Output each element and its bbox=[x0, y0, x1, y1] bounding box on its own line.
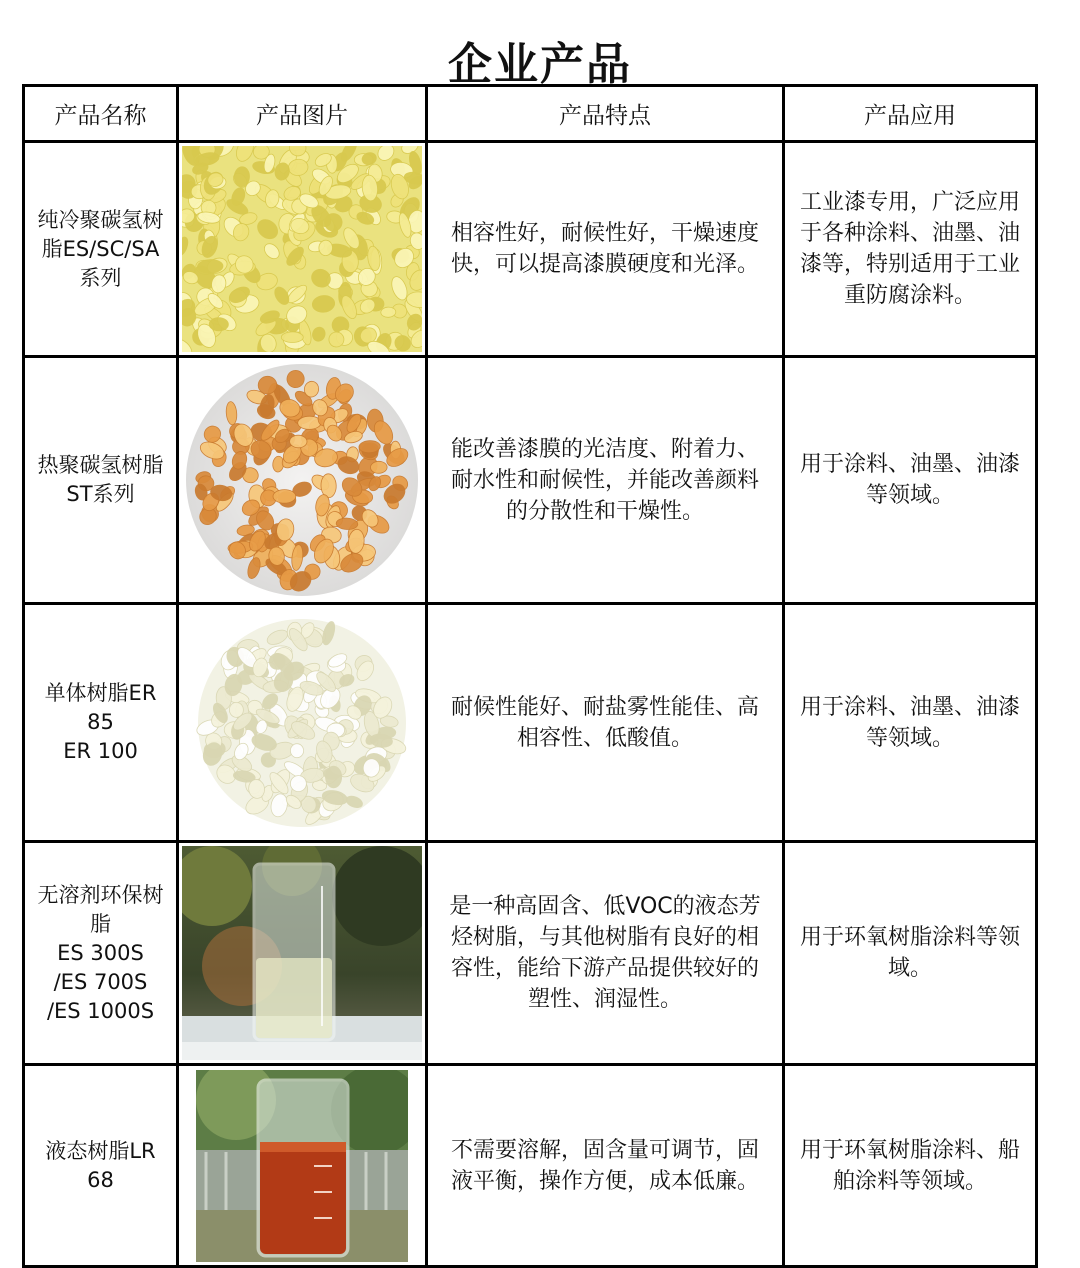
page-title: 企业产品 bbox=[448, 39, 632, 90]
table-row bbox=[24, 1065, 1037, 1267]
product-name-line: 热聚碳氢树脂 bbox=[37, 453, 164, 477]
product-name-line: 液态树脂LR bbox=[45, 1138, 156, 1163]
header-product-application: 产品应用 bbox=[784, 86, 1037, 142]
product-name-line: 单体树脂ER bbox=[44, 681, 157, 705]
header-product-image: 产品图片 bbox=[178, 86, 427, 142]
product-name-line: ES 300S bbox=[57, 940, 144, 965]
feature-line: 快，可以提高漆膜硬度和光泽。 bbox=[450, 252, 759, 277]
product-application-cell bbox=[784, 1065, 1037, 1267]
feature-line: 耐候性能好、耐盐雾性能佳、高 bbox=[450, 694, 759, 720]
product-name-line: 脂 bbox=[90, 911, 111, 936]
product-application-cell bbox=[784, 842, 1037, 1065]
product-name-line: 85 bbox=[87, 710, 114, 734]
product-name-line: 脂ES/SC/SA bbox=[41, 236, 160, 261]
product-image-cell bbox=[178, 142, 427, 357]
product-name-cell bbox=[24, 1065, 178, 1267]
product-image-cell bbox=[178, 604, 427, 842]
product-name-line: 68 bbox=[87, 1167, 114, 1192]
yellow-resin-pellets-photo bbox=[182, 146, 422, 352]
header-product-features: 产品特点 bbox=[427, 86, 784, 142]
product-name-cell bbox=[24, 842, 178, 1065]
product-name-cell bbox=[24, 357, 178, 604]
application-line: 工业漆专用，广泛应用 bbox=[799, 190, 1020, 215]
product-application-cell bbox=[784, 142, 1037, 357]
feature-line: 不需要溶解，固含量可调节，固 bbox=[450, 1137, 759, 1163]
application-line: 用于涂料、油墨、油漆 bbox=[799, 452, 1020, 477]
feature-line: 容性，能给下游产品提供较好的 bbox=[450, 956, 759, 981]
application-line: 用于环氧树脂涂料、船 bbox=[799, 1137, 1020, 1163]
application-line: 重防腐涂料。 bbox=[843, 283, 976, 308]
feature-line: 相容性好，耐候性好，干燥速度 bbox=[450, 221, 759, 246]
application-line: 于各种涂料、油墨、油 bbox=[799, 221, 1020, 246]
table-row bbox=[24, 604, 1037, 842]
product-table bbox=[22, 84, 1038, 1268]
product-application-cell bbox=[784, 357, 1037, 604]
product-feature-cell bbox=[427, 357, 784, 604]
product-feature-cell bbox=[427, 142, 784, 357]
table-row bbox=[24, 842, 1037, 1065]
application-line: 域。 bbox=[887, 956, 932, 981]
feature-line: 相容性、低酸值。 bbox=[516, 725, 693, 751]
pale-resin-pellets-photo bbox=[182, 609, 422, 837]
red-liquid-beaker-photo bbox=[196, 1070, 408, 1262]
feature-line: 烃树脂，与其他树脂有良好的相 bbox=[450, 925, 759, 950]
product-image-cell bbox=[178, 357, 427, 604]
product-application-cell bbox=[784, 604, 1037, 842]
product-name-cell bbox=[24, 142, 178, 357]
feature-line: 液平衡，操作方便，成本低廉。 bbox=[450, 1168, 759, 1194]
product-name-line: ST系列 bbox=[66, 482, 135, 506]
table-header-row bbox=[24, 86, 1037, 142]
product-name-line: 系列 bbox=[79, 265, 122, 290]
product-feature-cell bbox=[427, 604, 784, 842]
application-line: 漆等，特别适用于工业 bbox=[799, 252, 1020, 277]
product-image-cell bbox=[178, 1065, 427, 1267]
feature-line: 塑性、润湿性。 bbox=[527, 987, 682, 1012]
application-line: 用于环氧树脂涂料等领 bbox=[799, 925, 1020, 950]
product-name-line: ER 100 bbox=[63, 739, 138, 763]
orange-resin-pellets-photo bbox=[182, 362, 422, 598]
product-name-line: /ES 700S bbox=[53, 969, 148, 994]
application-line: 等领域。 bbox=[865, 725, 954, 751]
feature-line: 能改善漆膜的光洁度、附着力、 bbox=[450, 436, 759, 462]
product-image-cell bbox=[178, 842, 427, 1065]
product-name-line: /ES 1000S bbox=[46, 998, 155, 1023]
table-row bbox=[24, 142, 1037, 357]
feature-line: 的分散性和干燥性。 bbox=[505, 498, 704, 524]
product-name-cell bbox=[24, 604, 178, 842]
product-feature-cell bbox=[427, 842, 784, 1065]
product-name-line: 无溶剂环保树 bbox=[37, 882, 164, 907]
feature-line: 耐水性和耐候性，并能改善颜料 bbox=[450, 467, 759, 493]
header-product-name: 产品名称 bbox=[24, 86, 178, 142]
feature-line: 是一种高固含、低VOC的液态芳 bbox=[449, 894, 761, 919]
table-row bbox=[24, 357, 1037, 604]
product-feature-cell bbox=[427, 1065, 784, 1267]
application-line: 用于涂料、油墨、油漆 bbox=[799, 694, 1020, 720]
application-line: 等领域。 bbox=[865, 483, 954, 508]
clear-liquid-beaker-photo bbox=[182, 846, 422, 1060]
product-name-line: 纯冷聚碳氢树 bbox=[37, 207, 164, 232]
application-line: 舶涂料等领域。 bbox=[832, 1168, 987, 1194]
